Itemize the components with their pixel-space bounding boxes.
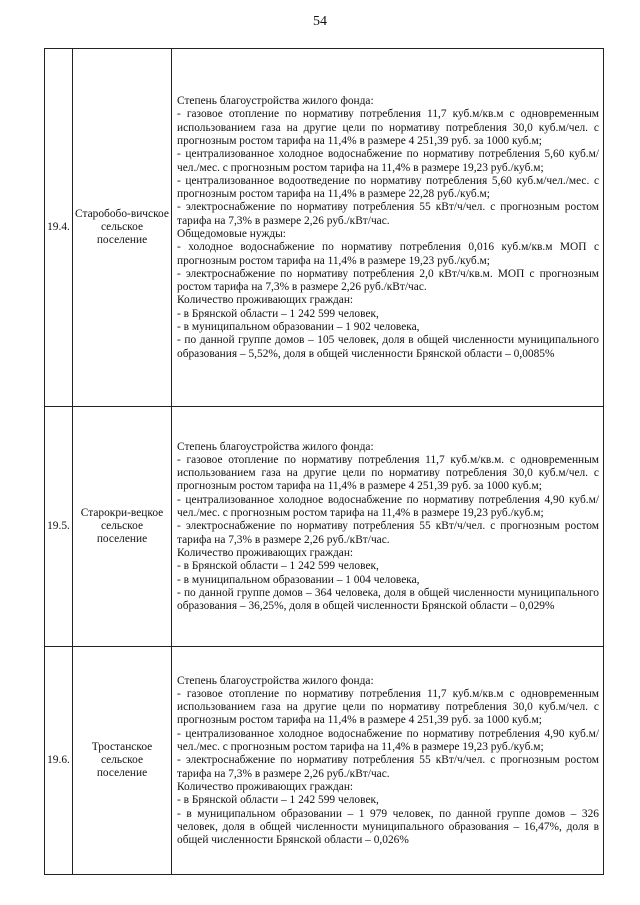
description-line: Степень благоустройства жилого фонда:: [177, 674, 374, 687]
description-line: Количество проживающих граждан:: [177, 780, 354, 793]
description-line: - электроснабжение по нормативу потребления 2,0 кВт/ч/кв.м. МОП с прогнозным ростом тарифа на 7,3% в размере 2,26 руб./кВт/час.: [177, 267, 599, 294]
settlement-description: [172, 407, 604, 647]
description-line: Общедомовые нужды:: [177, 228, 286, 240]
description-line: - централизованное холодное водоснабжение по нормативу потребления 4,90 куб.м/чел./мес. с прогнозным ростом тарифа на 11,4% в размере 19,23 руб./куб.м;: [177, 493, 599, 520]
description-line: - централизованное водоотведение по нормативу потребления 5,60 куб.м/чел./мес. с прогнозным ростом тарифа на 11,4% в размере 22,28 руб./куб.м;: [177, 174, 599, 201]
description-line: Степень благоустройства жилого фонда:: [177, 95, 374, 108]
settlement-name: Старокри-вецкое сельское поселение: [73, 407, 172, 647]
description-line: - централизованное холодное водоснабжение по нормативу потребления 5,60 куб.м/чел./мес. с прогнозным ростом тарифа на 11,4% в размере 19,23 руб./куб.м;: [177, 148, 599, 174]
settlement-table: [44, 48, 604, 875]
row-number: 19.5.: [45, 407, 73, 647]
description-line: - газовое отопление по нормативу потребления 11,7 куб.м/кв.м с одновременным использованием газа на другие цели по нормативу потребления 30,0 куб.м/чел. с прогнозным ростом тарифа на 11,4% в размере 4 251,39 руб. за 1000 куб.м;: [177, 687, 599, 727]
description-line: - в муниципальном образовании – 1 979 человек, по данной группе домов – 326 человек, доля в общей численности муниципального образования – 16,47%, доля в общей численности Брянской области – 0,026%: [177, 807, 599, 847]
description-line: - в муниципальном образовании – 1 004 человека,: [177, 573, 420, 586]
page-number: 54: [313, 14, 327, 29]
description-line: - газовое отопление по нормативу потребления 11,7 куб.м/кв.м с одновременным использованием газа на другие цели по нормативу потребления 30,0 куб.м/чел. с прогнозным ростом тарифа на 11,4% в размере 4 251,39 руб. за 1000 куб.м;: [177, 108, 599, 147]
row-number: 19.6.: [45, 647, 73, 875]
description-line: Степень благоустройства жилого фонда:: [177, 440, 374, 453]
description-line: - централизованное холодное водоснабжение по нормативу потребления 4,90 куб.м/чел./мес. с прогнозным ростом тарифа на 11,4% в размере 19,23 руб./куб.м;: [177, 727, 599, 754]
description-line: - по данной группе домов – 364 человека, доля в общей численности муниципального образования – 36,25%, доля в общей численности Брянской области – 0,029%: [177, 586, 599, 613]
description-line: - газовое отопление по нормативу потребления 11,7 куб.м/кв.м. с одновременным использованием газа на другие цели по нормативу потребления 30,0 куб.м/чел. с прогнозным ростом тарифа на 11,4% в размере 4 251,39 руб. за 1000 куб.м;: [177, 453, 599, 493]
table-row: [45, 49, 604, 407]
table-row: [45, 647, 604, 875]
settlement-description: [172, 49, 604, 407]
description-line: - в Брянской области – 1 242 599 человек,: [177, 560, 379, 573]
description-line: - электроснабжение по нормативу потребления 55 кВт/ч/чел. с прогнозным ростом тарифа на 7,3% в размере 2,26 руб./кВт/час.: [177, 520, 599, 546]
description-line: - в Брянской области – 1 242 599 человек,: [177, 307, 379, 320]
description-line: - холодное водоснабжение по нормативу потребления 0,016 куб.м/кв.м МОП с прогнозным ростом тарифа на 11,4% в размере 19,23 руб./куб.м;: [177, 241, 599, 267]
description-line: - в Брянской области – 1 242 599 человек,: [177, 794, 379, 807]
description-line: - по данной группе домов – 105 человек, доля в общей численности муниципального образования – 5,52%, доля в общей численности Брянской области – 0,0085%: [177, 334, 599, 360]
description-line: - электроснабжение по нормативу потребления 55 кВт/ч/чел. с прогнозным ростом тарифа на 7,3% в размере 2,26 руб./кВт/час.: [177, 201, 599, 227]
description-line: Количество проживающих граждан:: [177, 546, 354, 559]
description-line: Количество проживающих граждан:: [177, 294, 354, 307]
description-line: - электроснабжение по нормативу потребления 55 кВт/ч/чел. с прогнозным ростом тарифа на 7,3% в размере 2,26 руб./кВт/час.: [177, 754, 599, 780]
settlement-name: Тростанское сельское поселение: [73, 647, 172, 875]
settlement-name: Старобобо-вичское сельское поселение: [73, 49, 172, 407]
settlement-description: [172, 647, 604, 875]
row-number: 19.4.: [45, 49, 73, 407]
table-row: [45, 407, 604, 647]
description-line: - в муниципальном образовании – 1 902 человека,: [177, 321, 420, 334]
